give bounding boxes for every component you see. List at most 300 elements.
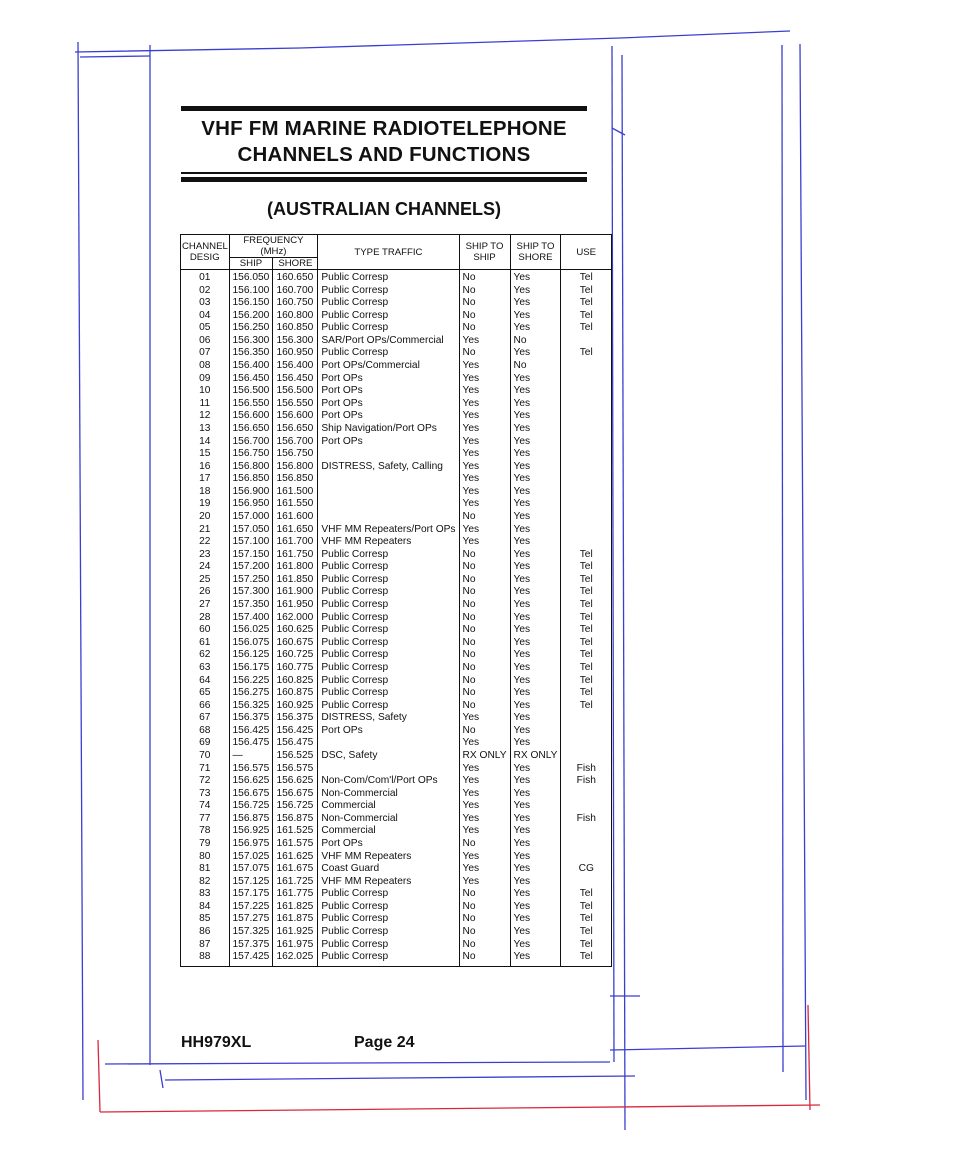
ship-freq-cell: 156.250 <box>229 322 273 335</box>
traffic-type-cell: Public Corresp <box>318 599 459 612</box>
footer-page-number: Page 24 <box>354 1034 415 1051</box>
traffic-type-cell: VHF MM Repeaters/Port OPs <box>318 524 459 537</box>
channel-cell: 61 <box>181 637 230 650</box>
ship-to-shore-cell: Yes <box>510 838 561 851</box>
use-cell <box>561 486 612 499</box>
ship-freq-cell: 157.000 <box>229 511 273 524</box>
header-ship-to-ship: SHIP TO SHIP <box>459 235 510 270</box>
channel-cell: 68 <box>181 725 230 738</box>
use-cell: Tel <box>561 926 612 939</box>
ship-to-shore-cell: RX ONLY <box>510 750 561 763</box>
use-cell: Tel <box>561 637 612 650</box>
table-row <box>181 473 612 486</box>
use-cell: Tel <box>561 586 612 599</box>
traffic-type-cell: DSC, Safety <box>318 750 459 763</box>
traffic-type-cell: Public Corresp <box>318 549 459 562</box>
channel-cell: 83 <box>181 888 230 901</box>
header-ship: SHIP <box>229 258 273 270</box>
ship-freq-cell: 157.350 <box>229 599 273 612</box>
ship-to-shore-cell: Yes <box>510 788 561 801</box>
shore-freq-cell: 161.650 <box>273 524 318 537</box>
ship-to-shore-cell: Yes <box>510 398 561 411</box>
ship-to-shore-cell: Yes <box>510 825 561 838</box>
shore-freq-cell: 161.850 <box>273 574 318 587</box>
ship-freq-cell: 156.875 <box>229 813 273 826</box>
ship-to-ship-cell: Yes <box>459 486 510 499</box>
channel-cell: 60 <box>181 624 230 637</box>
ship-to-ship-cell: No <box>459 561 510 574</box>
ship-freq-cell: 157.275 <box>229 913 273 926</box>
traffic-type-cell: Port OPs <box>318 725 459 738</box>
ship-to-shore-cell: Yes <box>510 486 561 499</box>
shore-freq-cell: 156.575 <box>273 763 318 776</box>
use-cell: Tel <box>561 285 612 298</box>
ship-to-shore-cell: Yes <box>510 322 561 335</box>
table-row <box>181 436 612 449</box>
shore-freq-cell: 160.750 <box>273 297 318 310</box>
channel-cell: 11 <box>181 398 230 411</box>
table-row <box>181 775 612 788</box>
shore-freq-cell: 161.600 <box>273 511 318 524</box>
use-cell <box>561 536 612 549</box>
channel-cell: 24 <box>181 561 230 574</box>
ship-to-ship-cell: Yes <box>459 863 510 876</box>
table-row <box>181 373 612 386</box>
shore-freq-cell: 161.875 <box>273 913 318 926</box>
ship-to-shore-cell: Yes <box>510 586 561 599</box>
channel-cell: 21 <box>181 524 230 537</box>
ship-to-ship-cell: No <box>459 662 510 675</box>
traffic-type-cell: Public Corresp <box>318 901 459 914</box>
table-row <box>181 310 612 323</box>
ship-freq-cell: 157.175 <box>229 888 273 901</box>
use-cell: Tel <box>561 297 612 310</box>
traffic-type-cell: Public Corresp <box>318 310 459 323</box>
channel-cell: 01 <box>181 270 230 285</box>
ship-to-shore-cell: Yes <box>510 951 561 966</box>
use-cell: Tel <box>561 612 612 625</box>
ship-to-ship-cell: No <box>459 649 510 662</box>
table-row <box>181 913 612 926</box>
table-row <box>181 612 612 625</box>
title-bottom-rule-thick <box>181 177 587 182</box>
ship-to-ship-cell: Yes <box>459 448 510 461</box>
shore-freq-cell: 161.725 <box>273 876 318 889</box>
traffic-type-cell: DISTRESS, Safety <box>318 712 459 725</box>
ship-to-ship-cell: No <box>459 511 510 524</box>
channel-cell: 64 <box>181 675 230 688</box>
shore-freq-cell: 161.775 <box>273 888 318 901</box>
traffic-type-cell: Port OPs/Commercial <box>318 360 459 373</box>
traffic-type-cell: Public Corresp <box>318 687 459 700</box>
traffic-type-cell: Public Corresp <box>318 322 459 335</box>
header-ship-to-shore: SHIP TO SHORE <box>510 235 561 270</box>
ship-freq-cell: 156.075 <box>229 637 273 650</box>
table-row <box>181 737 612 750</box>
ship-to-ship-cell: No <box>459 687 510 700</box>
ship-to-shore-cell: Yes <box>510 461 561 474</box>
ship-to-ship-cell: Yes <box>459 423 510 436</box>
traffic-type-cell: Coast Guard <box>318 863 459 876</box>
table-row <box>181 637 612 650</box>
traffic-type-cell: Public Corresp <box>318 951 459 966</box>
traffic-type-cell: Public Corresp <box>318 662 459 675</box>
ship-freq-cell: 156.325 <box>229 700 273 713</box>
subtitle: (AUSTRALIAN CHANNELS) <box>267 199 501 219</box>
traffic-type-cell: SAR/Port OPs/Commercial <box>318 335 459 348</box>
table-row <box>181 813 612 826</box>
table-row <box>181 285 612 298</box>
use-cell <box>561 876 612 889</box>
ship-freq-cell: 157.150 <box>229 549 273 562</box>
header-channel-desig: CHANNEL DESIG <box>181 235 230 270</box>
ship-freq-cell: 156.575 <box>229 763 273 776</box>
channel-cell: 82 <box>181 876 230 889</box>
shore-freq-cell: 161.675 <box>273 863 318 876</box>
ship-to-ship-cell: No <box>459 322 510 335</box>
use-cell: Fish <box>561 775 612 788</box>
ship-freq-cell: 156.475 <box>229 737 273 750</box>
table-row <box>181 423 612 436</box>
shore-freq-cell: 161.625 <box>273 851 318 864</box>
use-cell: Tel <box>561 687 612 700</box>
ship-to-ship-cell: No <box>459 637 510 650</box>
channel-cell: 04 <box>181 310 230 323</box>
use-cell <box>561 448 612 461</box>
ship-to-ship-cell: Yes <box>459 398 510 411</box>
shore-freq-cell: 156.850 <box>273 473 318 486</box>
ship-to-ship-cell: No <box>459 310 510 323</box>
traffic-type-cell: Public Corresp <box>318 574 459 587</box>
use-cell <box>561 335 612 348</box>
ship-freq-cell: 157.400 <box>229 612 273 625</box>
ship-to-ship-cell: Yes <box>459 800 510 813</box>
table-row <box>181 825 612 838</box>
ship-freq-cell: 156.700 <box>229 436 273 449</box>
traffic-type-cell: Public Corresp <box>318 675 459 688</box>
traffic-type-cell: DISTRESS, Safety, Calling <box>318 461 459 474</box>
traffic-type-cell: Port OPs <box>318 373 459 386</box>
use-cell: Tel <box>561 913 612 926</box>
channel-cell: 23 <box>181 549 230 562</box>
use-cell <box>561 737 612 750</box>
channel-cell: 25 <box>181 574 230 587</box>
traffic-type-cell: Public Corresp <box>318 561 459 574</box>
ship-to-shore-cell: Yes <box>510 599 561 612</box>
shore-freq-cell: 156.750 <box>273 448 318 461</box>
table-row <box>181 687 612 700</box>
use-cell: Fish <box>561 763 612 776</box>
use-cell: Tel <box>561 888 612 901</box>
shore-freq-cell: 160.825 <box>273 675 318 688</box>
shore-freq-cell: 156.400 <box>273 360 318 373</box>
use-cell <box>561 851 612 864</box>
shore-freq-cell: 160.650 <box>273 270 318 285</box>
ship-to-shore-cell: Yes <box>510 775 561 788</box>
channel-cell: 69 <box>181 737 230 750</box>
table-row <box>181 788 612 801</box>
traffic-type-cell <box>318 737 459 750</box>
traffic-type-cell: VHF MM Repeaters <box>318 851 459 864</box>
channel-cell: 03 <box>181 297 230 310</box>
ship-freq-cell: 157.125 <box>229 876 273 889</box>
ship-to-ship-cell: No <box>459 675 510 688</box>
ship-to-shore-cell: Yes <box>510 561 561 574</box>
ship-freq-cell: 156.675 <box>229 788 273 801</box>
shore-freq-cell: 160.625 <box>273 624 318 637</box>
table-row <box>181 524 612 537</box>
table-row <box>181 574 612 587</box>
traffic-type-cell <box>318 448 459 461</box>
ship-to-ship-cell: Yes <box>459 461 510 474</box>
table-row <box>181 901 612 914</box>
channel-cell: 85 <box>181 913 230 926</box>
ship-to-shore-cell: Yes <box>510 813 561 826</box>
use-cell: Tel <box>561 951 612 966</box>
table-row <box>181 763 612 776</box>
use-cell <box>561 750 612 763</box>
table-row <box>181 297 612 310</box>
table-row <box>181 800 612 813</box>
shore-freq-cell: 160.675 <box>273 637 318 650</box>
ship-to-ship-cell: No <box>459 913 510 926</box>
channel-cell: 84 <box>181 901 230 914</box>
channel-cell: 81 <box>181 863 230 876</box>
ship-to-shore-cell: Yes <box>510 800 561 813</box>
channel-cell: 67 <box>181 712 230 725</box>
channel-cell: 06 <box>181 335 230 348</box>
table-row <box>181 347 612 360</box>
ship-to-shore-cell: Yes <box>510 662 561 675</box>
table-row <box>181 888 612 901</box>
ship-to-ship-cell: No <box>459 285 510 298</box>
use-cell <box>561 712 612 725</box>
ship-to-shore-cell: Yes <box>510 297 561 310</box>
shore-freq-cell: 160.800 <box>273 310 318 323</box>
ship-freq-cell: 156.425 <box>229 725 273 738</box>
traffic-type-cell: Public Corresp <box>318 347 459 360</box>
shore-freq-cell: 161.975 <box>273 939 318 952</box>
traffic-type-cell: Public Corresp <box>318 926 459 939</box>
table-row <box>181 951 612 966</box>
ship-freq-cell: 156.275 <box>229 687 273 700</box>
ship-to-ship-cell: No <box>459 939 510 952</box>
ship-to-ship-cell: No <box>459 297 510 310</box>
title-line-1: VHF FM MARINE RADIOTELEPHONE <box>201 117 567 140</box>
ship-freq-cell: 156.750 <box>229 448 273 461</box>
ship-freq-cell: 156.500 <box>229 385 273 398</box>
table-row <box>181 335 612 348</box>
channel-cell: 73 <box>181 788 230 801</box>
traffic-type-cell: Public Corresp <box>318 700 459 713</box>
ship-to-shore-cell: No <box>510 360 561 373</box>
use-cell: Tel <box>561 270 612 285</box>
use-cell: Tel <box>561 675 612 688</box>
ship-to-shore-cell: Yes <box>510 939 561 952</box>
ship-to-ship-cell: No <box>459 574 510 587</box>
ship-to-shore-cell: Yes <box>510 385 561 398</box>
shore-freq-cell: 156.675 <box>273 788 318 801</box>
ship-freq-cell: 156.050 <box>229 270 273 285</box>
table-row <box>181 270 612 285</box>
traffic-type-cell: Public Corresp <box>318 285 459 298</box>
table-row <box>181 448 612 461</box>
ship-to-ship-cell: Yes <box>459 788 510 801</box>
shore-freq-cell: 161.800 <box>273 561 318 574</box>
traffic-type-cell: Commercial <box>318 825 459 838</box>
shore-freq-cell: 156.525 <box>273 750 318 763</box>
shore-freq-cell: 161.750 <box>273 549 318 562</box>
ship-to-shore-cell: Yes <box>510 511 561 524</box>
shore-freq-cell: 156.550 <box>273 398 318 411</box>
ship-freq-cell: 157.025 <box>229 851 273 864</box>
ship-to-ship-cell: No <box>459 549 510 562</box>
ship-to-shore-cell: Yes <box>510 373 561 386</box>
table-row <box>181 851 612 864</box>
title-line-2: CHANNELS AND FUNCTIONS <box>237 143 531 166</box>
ship-to-shore-cell: Yes <box>510 612 561 625</box>
table-row <box>181 926 612 939</box>
ship-to-shore-cell: Yes <box>510 436 561 449</box>
ship-to-ship-cell: Yes <box>459 498 510 511</box>
channel-cell: 19 <box>181 498 230 511</box>
use-cell <box>561 385 612 398</box>
use-cell <box>561 436 612 449</box>
table-row <box>181 599 612 612</box>
use-cell <box>561 800 612 813</box>
ship-freq-cell: 156.125 <box>229 649 273 662</box>
channel-cell: 86 <box>181 926 230 939</box>
table-row <box>181 725 612 738</box>
channel-table-body <box>181 270 612 967</box>
shore-freq-cell: 156.625 <box>273 775 318 788</box>
traffic-type-cell: Public Corresp <box>318 939 459 952</box>
ship-to-ship-cell: Yes <box>459 335 510 348</box>
header-use: USE <box>561 235 612 270</box>
traffic-type-cell: Public Corresp <box>318 586 459 599</box>
channel-cell: 71 <box>181 763 230 776</box>
ship-freq-cell: 156.450 <box>229 373 273 386</box>
ship-to-ship-cell: No <box>459 270 510 285</box>
use-cell: Tel <box>561 574 612 587</box>
ship-to-shore-cell: Yes <box>510 498 561 511</box>
channel-cell: 05 <box>181 322 230 335</box>
shore-freq-cell: 156.650 <box>273 423 318 436</box>
ship-freq-cell: 156.225 <box>229 675 273 688</box>
shore-freq-cell: 156.300 <box>273 335 318 348</box>
ship-freq-cell: 157.050 <box>229 524 273 537</box>
ship-to-shore-cell: Yes <box>510 624 561 637</box>
use-cell <box>561 511 612 524</box>
use-cell <box>561 410 612 423</box>
table-row <box>181 536 612 549</box>
table-row <box>181 675 612 688</box>
use-cell <box>561 838 612 851</box>
table-row <box>181 838 612 851</box>
traffic-type-cell: Public Corresp <box>318 297 459 310</box>
ship-freq-cell: 156.625 <box>229 775 273 788</box>
channel-cell: 87 <box>181 939 230 952</box>
ship-to-shore-cell: Yes <box>510 637 561 650</box>
traffic-type-cell: Public Corresp <box>318 888 459 901</box>
header-shore: SHORE <box>273 258 318 270</box>
ship-to-shore-cell: Yes <box>510 310 561 323</box>
ship-to-ship-cell: No <box>459 700 510 713</box>
channel-cell: 16 <box>181 461 230 474</box>
use-cell <box>561 788 612 801</box>
ship-freq-cell: 156.650 <box>229 423 273 436</box>
use-cell <box>561 373 612 386</box>
shore-freq-cell: 156.600 <box>273 410 318 423</box>
ship-to-shore-cell: Yes <box>510 675 561 688</box>
ship-to-ship-cell: No <box>459 599 510 612</box>
ship-freq-cell: 156.600 <box>229 410 273 423</box>
ship-to-shore-cell: Yes <box>510 423 561 436</box>
traffic-type-cell <box>318 486 459 499</box>
use-cell: Tel <box>561 649 612 662</box>
ship-freq-cell: 156.925 <box>229 825 273 838</box>
traffic-type-cell: Public Corresp <box>318 612 459 625</box>
shore-freq-cell: 162.025 <box>273 951 318 966</box>
use-cell <box>561 825 612 838</box>
traffic-type-cell <box>318 511 459 524</box>
channel-cell: 10 <box>181 385 230 398</box>
shore-freq-cell: 161.575 <box>273 838 318 851</box>
traffic-type-cell <box>318 498 459 511</box>
table-row <box>181 549 612 562</box>
title-top-rule <box>181 106 587 111</box>
use-cell: Tel <box>561 347 612 360</box>
ship-to-ship-cell: Yes <box>459 373 510 386</box>
ship-freq-cell: 156.375 <box>229 712 273 725</box>
ship-freq-cell: 157.250 <box>229 574 273 587</box>
ship-to-shore-cell: Yes <box>510 574 561 587</box>
ship-freq-cell: 157.300 <box>229 586 273 599</box>
manual-page <box>150 48 612 1076</box>
use-cell <box>561 725 612 738</box>
use-cell <box>561 498 612 511</box>
traffic-type-cell: Port OPs <box>318 385 459 398</box>
ship-to-ship-cell: No <box>459 838 510 851</box>
table-row <box>181 561 612 574</box>
ship-to-ship-cell: No <box>459 612 510 625</box>
channel-cell: 66 <box>181 700 230 713</box>
shore-freq-cell: 161.500 <box>273 486 318 499</box>
traffic-type-cell: Non-Commercial <box>318 788 459 801</box>
traffic-type-cell: Ship Navigation/Port OPs <box>318 423 459 436</box>
ship-freq-cell: 156.025 <box>229 624 273 637</box>
ship-to-ship-cell: No <box>459 725 510 738</box>
channel-cell: 79 <box>181 838 230 851</box>
table-row <box>181 586 612 599</box>
shore-freq-cell: 156.875 <box>273 813 318 826</box>
ship-to-ship-cell: Yes <box>459 737 510 750</box>
ship-to-shore-cell: Yes <box>510 913 561 926</box>
ship-freq-cell: 156.900 <box>229 486 273 499</box>
use-cell <box>561 398 612 411</box>
ship-to-shore-cell: Yes <box>510 448 561 461</box>
ship-to-shore-cell: Yes <box>510 347 561 360</box>
ship-to-shore-cell: Yes <box>510 687 561 700</box>
shore-freq-cell: 161.925 <box>273 926 318 939</box>
traffic-type-cell: Commercial <box>318 800 459 813</box>
table-row <box>181 662 612 675</box>
ship-freq-cell: 156.400 <box>229 360 273 373</box>
ship-to-ship-cell: Yes <box>459 813 510 826</box>
table-row <box>181 385 612 398</box>
ship-to-ship-cell: RX ONLY <box>459 750 510 763</box>
shore-freq-cell: 162.000 <box>273 612 318 625</box>
